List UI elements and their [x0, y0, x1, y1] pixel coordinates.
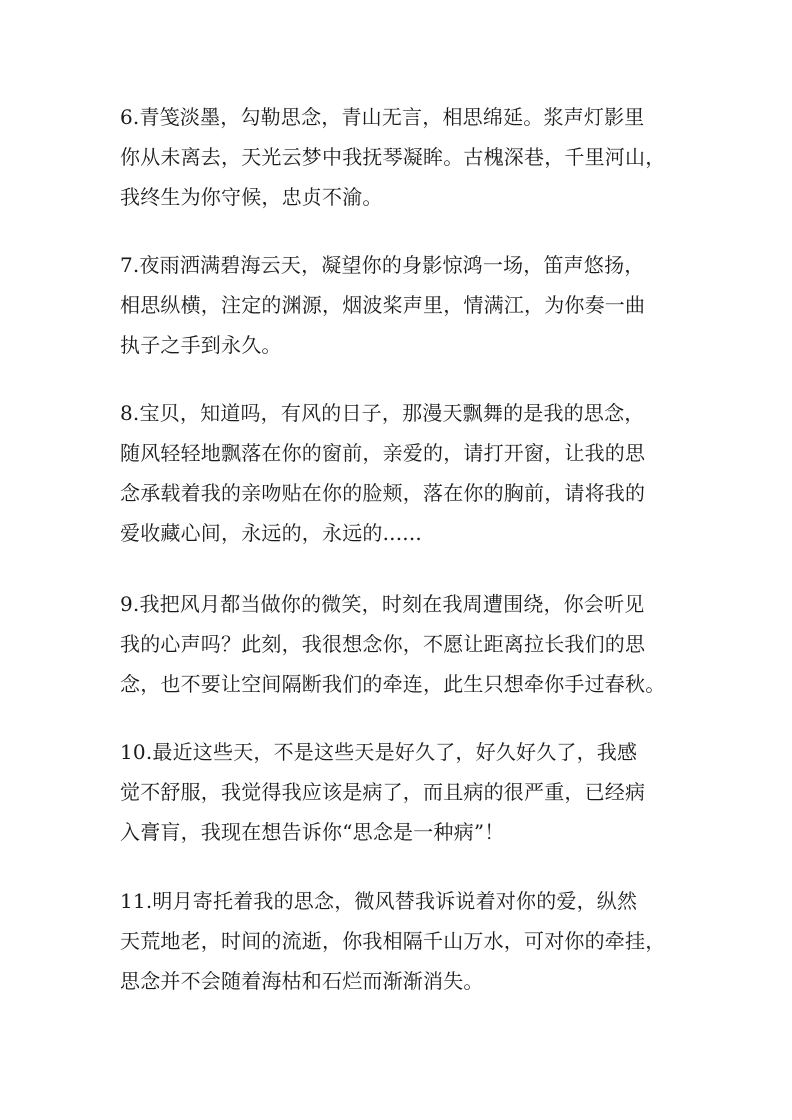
paragraph-line: 觉不舒服，我觉得我应该是病了，而且病的很严重，已经病	[120, 780, 646, 804]
paragraph-line: 爱收藏心间，永远的，永远的......	[120, 521, 422, 545]
paragraph-line: 执子之手到永久。	[120, 333, 282, 357]
paragraph-line: 7.夜雨洒满碧海云天，凝望你的身影惊鸿一场，笛声悠扬，	[120, 253, 645, 277]
paragraph-line: 入膏肓，我现在想告诉你“思念是一种病”！	[120, 820, 505, 844]
paragraph-line: 你从未离去，天光云梦中我抚琴凝眸。古槐深巷，千里河山，	[120, 145, 666, 169]
paragraph-line: 10.最近这些天，不是这些天是好久了，好久好久了，我感	[120, 740, 638, 764]
paragraph-10	[120, 732, 700, 852]
paragraph-9	[120, 584, 700, 704]
paragraph-line: 相思纵横，注定的渊源，烟波桨声里，情满江，为你奏一曲	[120, 293, 646, 317]
paragraph-line: 我的心声吗？此刻，我很想念你，不愿让距离拉长我们的思	[120, 632, 646, 656]
paragraph-line: 思念并不会随着海枯和石烂而渐渐消失。	[120, 969, 484, 993]
paragraph-line: 8.宝贝，知道吗，有风的日子，那漫天飘舞的是我的思念，	[120, 401, 645, 425]
paragraph-6	[120, 97, 700, 217]
paragraph-7	[120, 245, 700, 365]
paragraph-11	[120, 881, 700, 1001]
paragraph-line: 天荒地老，时间的流逝，你我相隔千山万水，可对你的牵挂，	[120, 929, 666, 953]
paragraph-line: 随风轻轻地飘落在你的窗前，亲爱的，请打开窗，让我的思	[120, 441, 646, 465]
paragraph-line: 6.青笺淡墨，勾勒思念，青山无言，相思绵延。浆声灯影里	[120, 105, 645, 129]
paragraph-line: 念承载着我的亲吻贴在你的脸颊，落在你的胸前，请将我的	[120, 481, 646, 505]
paragraph-8	[120, 393, 700, 553]
paragraph-line: 念，也不要让空间隔断我们的牵连，此生只想牵你手过春秋。	[120, 672, 666, 696]
paragraph-line: 9.我把风月都当做你的微笑，时刻在我周遭围绕，你会听见	[120, 592, 645, 616]
paragraph-line: 11.明月寄托着我的思念，微风替我诉说着对你的爱，纵然	[120, 889, 638, 913]
paragraph-line: 我终生为你守候，忠贞不渝。	[120, 185, 383, 209]
